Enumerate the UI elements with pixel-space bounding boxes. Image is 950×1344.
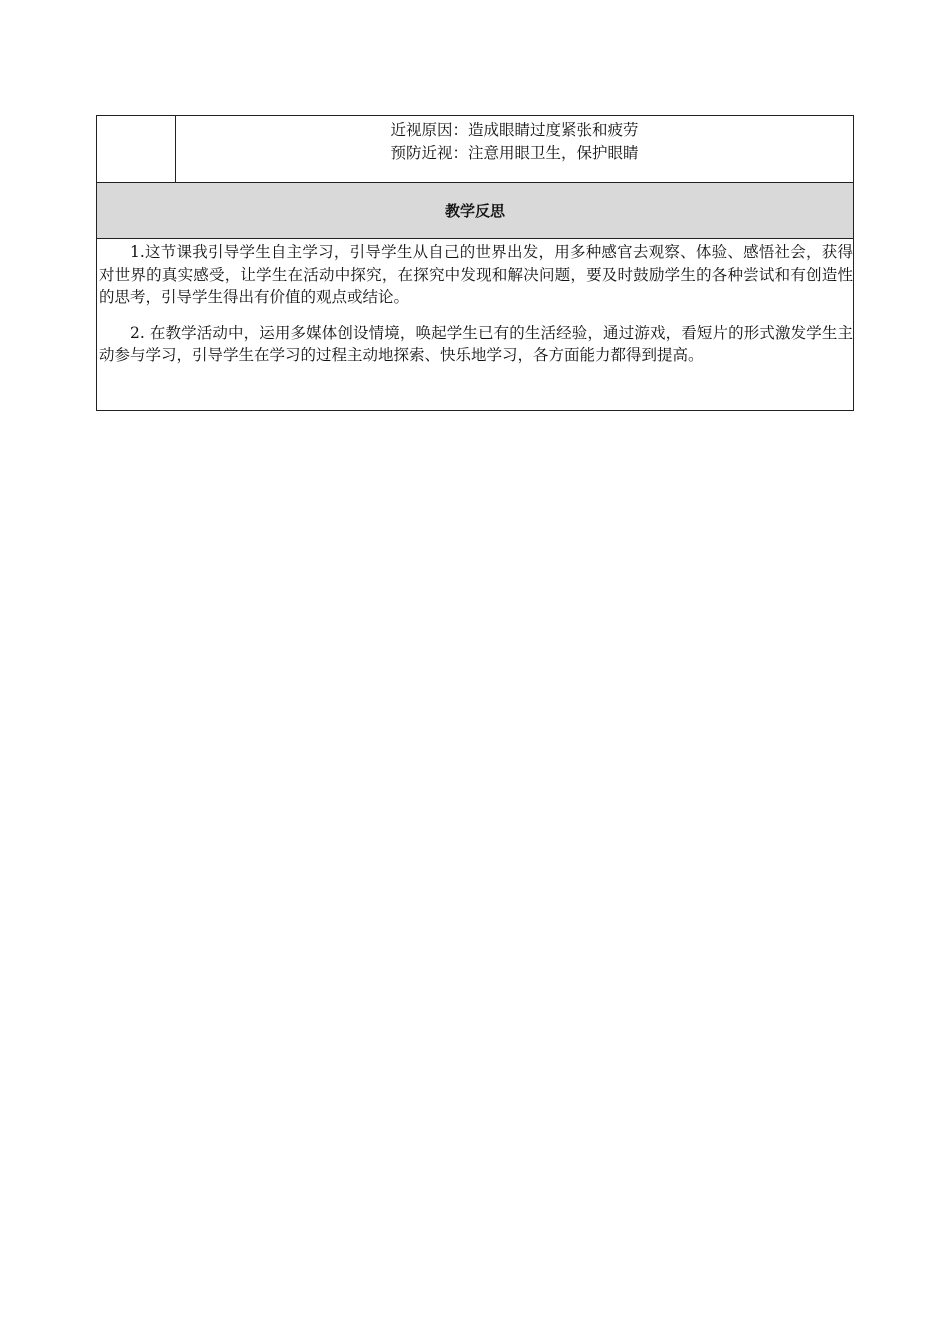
table-row-top: [97, 116, 853, 183]
reflection-body: [97, 239, 853, 410]
reflection-paragraph-1: 1.这节课我引导学生自主学习，引导学生从自己的世界出发，用多种感官去观察、体验、感悟社会，获得对世界的真实感受，让学生在活动中探究，在探究中发现和解决问题，要及时鼓励学生的各种尝试和有创造性的思考，引导学生得出有价值的观点或结论。: [99, 243, 853, 306]
reflection-paragraph-2: 2. 在教学活动中，运用多媒体创设情境，唤起学生已有的生活经验，通过游戏，看短片的形式激发学生主动参与学习，引导学生在学习的过程主动地探索、快乐地学习，各方面能力都得到提高。: [99, 323, 853, 364]
table-cell-empty: [97, 116, 176, 182]
lesson-table: [96, 115, 854, 411]
myopia-prevention-line: 预防近视：注意用眼卫生，保护眼睛: [390, 144, 639, 162]
section-header: 教学反思: [97, 183, 853, 239]
myopia-cause-line: 近视原因：造成眼睛过度紧张和疲劳: [390, 121, 639, 139]
table-cell-content: [176, 116, 853, 182]
